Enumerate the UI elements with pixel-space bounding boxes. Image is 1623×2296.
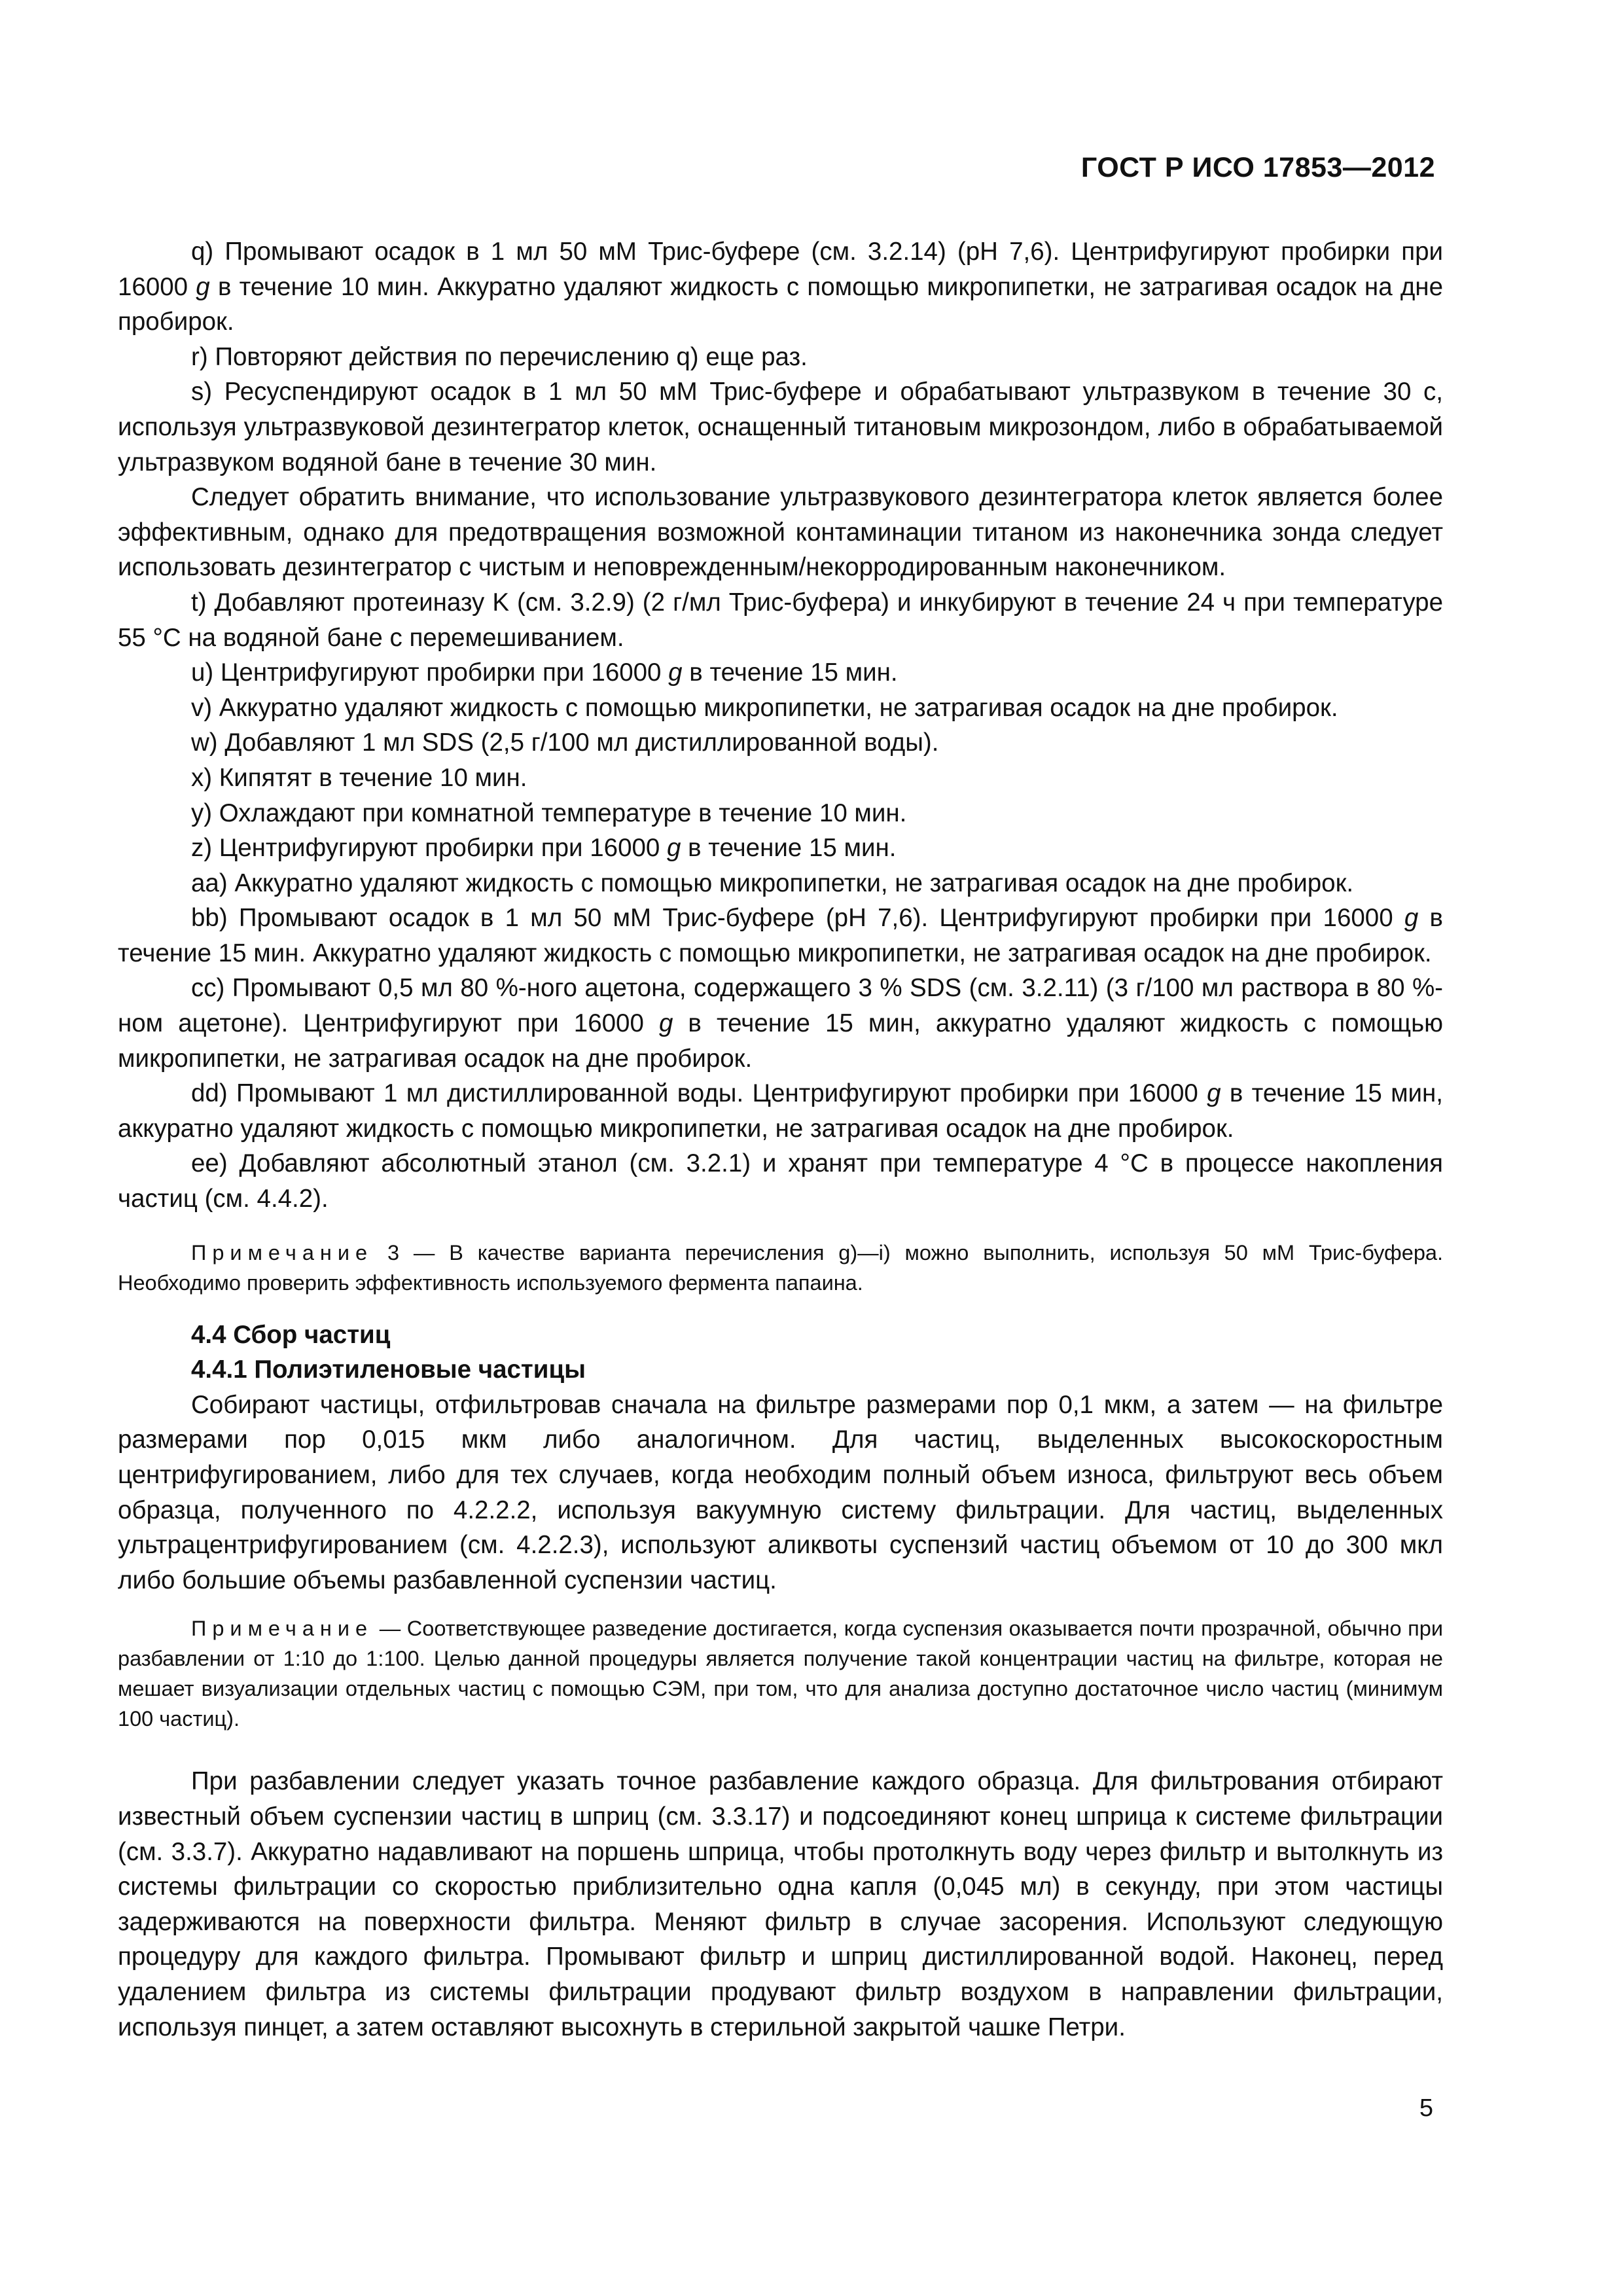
- step-q-text-a: q) Промывают осадок в 1 мл 50 мМ Трис-буфере (см. 3.2.14) (pH 7,6). Центрифугируют пробирки при 16000: [118, 238, 1443, 301]
- step-cc: [118, 971, 1443, 1076]
- step-dd: [118, 1076, 1443, 1146]
- step-z-text-a: z) Центрифугируют пробирки при 16000: [191, 834, 668, 863]
- step-t: t) Добавляют протеиназу K (см. 3.2.9) (2 г/мл Трис-буфера) и инкубируют в течение 24 ч при температуре 55 °C на водяной бане с перемешиванием.: [118, 588, 1443, 652]
- document-body: [118, 234, 1443, 2045]
- step-x: x) Кипятят в течение 10 мин.: [191, 763, 527, 792]
- step-w: w) Добавляют 1 мл SDS (2,5 г/100 мл дистиллированной воды).: [191, 728, 939, 757]
- step-u-g-unit: g: [668, 658, 683, 687]
- section-4-4-heading: 4.4 Сбор частиц: [191, 1320, 391, 1349]
- note-3: [118, 1238, 1443, 1298]
- step-dd-text-b: в течение 15 мин, аккуратно удаляют жидкость с помощью микропипетки, не затрагивая осадок на дне пробирок.: [118, 1079, 1443, 1143]
- step-cc-text-a: cc) Промывают 0,5 мл 80 %-ного ацетона, содержащего 3 % SDS (см. 3.2.11) (3 г/100 мл раствора в 80 %-ном ацетоне). Центрифугируют при 16000: [118, 974, 1443, 1038]
- page-number: 5: [1419, 2094, 1433, 2122]
- step-cc-g-unit: g: [658, 1009, 673, 1038]
- step-dd-text-a: dd) Промывают 1 мл дистиллированной воды. Центрифугируют пробирки при 16000: [191, 1079, 1207, 1108]
- section-4-4-1-note: [118, 1613, 1443, 1734]
- step-aa: aa) Аккуратно удаляют жидкость с помощью микропипетки, не затрагивая осадок на дне пробирок.: [191, 869, 1354, 897]
- step-q: [118, 234, 1443, 340]
- step-r: r) Повторяют действия по перечислению q) еще раз.: [191, 342, 808, 371]
- step-z-g-unit: g: [667, 834, 681, 863]
- step-dd-g-unit: g: [1207, 1079, 1221, 1108]
- step-q-g-unit: g: [196, 272, 210, 301]
- step-s: s) Ресуспендируют осадок в 1 мл 50 мМ Трис-буфере и обрабатывают ультразвуком в течение 30 с, используя ультразвуковой дезинтегратор клеток, оснащенный титановым микрозондом, либо в обрабатываемой ультразвуком водяной бане в течение 30 мин.: [118, 378, 1443, 476]
- step-v: v) Аккуратно удаляют жидкость с помощью микропипетки, не затрагивая осадок на дне пробирок.: [191, 693, 1338, 722]
- step-q-text-b: в течение 10 мин. Аккуратно удаляют жидкость с помощью микропипетки, не затрагивая осадок на дне пробирок.: [118, 272, 1443, 336]
- step-u-text-b: в течение 15 мин.: [682, 658, 898, 687]
- section-4-4-1-heading: 4.4.1 Полиэтиленовые частицы: [191, 1355, 586, 1384]
- standard-header: ГОСТ Р ИСО 17853—2012: [1080, 152, 1435, 183]
- step-y: y) Охлаждают при комнатной температуре в течение 10 мин.: [191, 798, 907, 827]
- step-ee: ee) Добавляют абсолютный этанол (см. 3.2.1) и хранят при температуре 4 °C в процессе накопления частиц (см. 4.4.2).: [118, 1149, 1443, 1213]
- section-4-4-1-note-text: — Соответствующее разведение достигается, когда суспензия оказывается почти прозрачной, обычно при разбавлении от 1:10 до 1:100. Целью данной процедуры является получение такой концентрации частиц на фильтре, которая не мешает визуализации отдельных частиц с помощью СЭМ, при том, что для анализа доступно достаточное число частиц (минимум 100 частиц).: [118, 1617, 1443, 1731]
- section-4-4-1-paragraph-2: При разбавлении следует указать точное разбавление каждого образца. Для фильтрования отбирают известный объем суспензии частиц в шприц (см. 3.3.17) и подсоединяют конец шприца к системе фильтрации (см. 3.3.7). Аккуратно надавливают на поршень шприца, чтобы протолкнуть воду через фильтр и вытолкнуть из системы фильтрации со скоростью приблизительно одна капля (0,045 мл) в секунду, при этом частицы задерживаются на поверхности фильтра. Меняют фильтр в случае засорения. Используют следующую процедуру для каждого фильтра. Промывают фильтр и шприц дистиллированной водой. Наконец, перед удалением фильтра из системы фильтрации продувают фильтр воздухом в направлении фильтрации, используя пинцет, а затем оставляют высохнуть в стерильной закрытой чашке Петри.: [118, 1767, 1443, 2041]
- step-s-attention: Следует обратить внимание, что использование ультразвукового дезинтегратора клеток является более эффективным, однако для предотвращения возможной контаминации титаном из наконечника зонда следует использовать дезинтегратор с чистым и неповрежденным/некорродированным наконечником.: [118, 483, 1443, 582]
- step-z-text-b: в течение 15 мин.: [681, 834, 897, 863]
- section-4-4-1-paragraph-1: Собирают частицы, отфильтровав сначала на фильтре размерами пор 0,1 мкм, а затем — на фильтре размерами пор 0,015 мкм либо аналогичном. Для частиц, выделенных высокоскоростным центрифугированием, либо для тех случаев, когда необходим полный объем износа, фильтруют весь объем образца, полученного по 4.2.2.2, используя вакуумную систему фильтрации. Для частиц, выделенных ультрацентрифугированием (см. 4.2.2.3), используют аликвоты суспензий частиц объемом от 10 до 300 мкл либо большие объемы разбавленной суспензии частиц.: [118, 1390, 1443, 1594]
- step-bb-text-a: bb) Промывают осадок в 1 мл 50 мМ Трис-буфере (pH 7,6). Центрифугируют пробирки при 16000: [191, 904, 1404, 933]
- note-3-text: 3 — В качестве варианта перечисления g)—i) можно выполнить, используя 50 мМ Трис-буфера. Необходимо проверить эффективность используемого фермента папаина.: [118, 1240, 1443, 1295]
- step-u: [118, 655, 1443, 691]
- step-cc-text-b: в течение 15 мин, аккуратно удаляют жидкость с помощью микропипетки, не затрагивая осадок на дне пробирок.: [118, 1009, 1443, 1073]
- step-z: [118, 831, 1443, 866]
- step-bb: [118, 901, 1443, 971]
- step-bb-text-b: в течение 15 мин. Аккуратно удаляют жидкость с помощью микропипетки, не затрагивая осадок на дне пробирок.: [118, 904, 1443, 967]
- step-u-text-a: u) Центрифугируют пробирки при 16000: [191, 658, 669, 687]
- note-3-label: Примечание: [191, 1240, 374, 1265]
- step-bb-g-unit: g: [1404, 904, 1419, 933]
- section-4-4-1-note-label: Примечание: [191, 1617, 374, 1641]
